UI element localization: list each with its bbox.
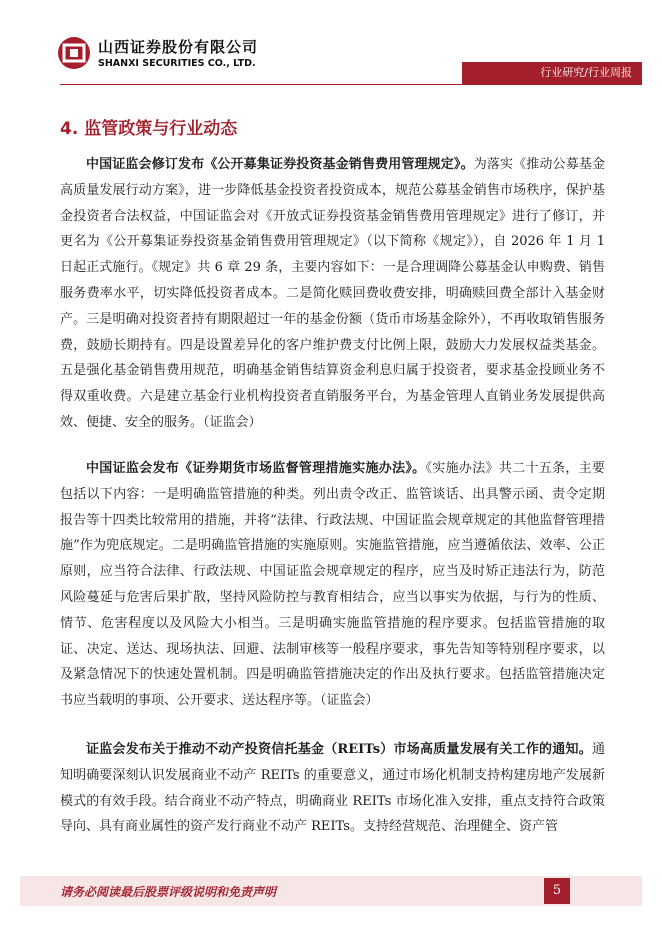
paragraph-lead: 中国证监会发布《证券期货市场监督管理措施实施办法》。 [86,461,426,476]
header-divider [60,84,642,85]
paragraph-body: 通知明确要深刻认识发展商业不动产 REITs 的重要意义，通过市场化机制支持构建房地产发展新模式的有效手段。结合商业不动产特点，明确商业 REITs 市场化准入安排，重点支持符合政策导向、具有商业属性的资产发行商业不动产 REITs。支持经营规范、治理健全、资产管 [60,742,605,835]
page-number: 5 [544,878,570,904]
news-paragraph [60,456,605,714]
paragraph-lead: 证监会发布关于推动不动产投资信托基金（REITs）市场高质量发展有关工作的通知。 [86,742,592,757]
report-type-badge: 行业研究/行业周报 [462,62,642,84]
company-name-cn: 山西证券股份有限公司 [98,38,259,56]
news-paragraph [60,737,605,840]
company-logo-icon [57,36,91,70]
paragraph-lead: 中国证监会修订发布《公开募集证券投资基金销售费用管理规定》。 [86,157,474,172]
page-header [0,0,662,90]
section-title: 4. 监管政策与行业动态 [60,119,238,139]
news-paragraph [60,152,605,436]
paragraph-body: 《实施办法》共二十五条，主要包括以下内容：一是明确监管措施的种类。列出责令改正、监管谈话、出具警示函、责令定期报告等十四类比较常用的措施，并将“法律、行政法规、中国证监会规章规定的其他监督管理措施”作为兜底规定。二是明确监管措施的实施原则。实施监管措施，应当遵循依法、效率、公正原则，应当符合法律、行政法规、中国证监会规章规定的程序，应当及时矫正违法行为，防范风险蔓延与危害后果扩散，坚持风险防控与教育相结合，应当以事实为依据，与行为的性质、情节、危害程度以及风险大小相当。三是明确实施监管措施的程序要求。包括监管措施的取证、决定、送达、现场执法、回避、法制审核等一般程序要求，事先告知等特别程序要求，以及紧急情况下的快速处置机制。四是明确监管措施决定的作出及执行要求。包括监管措施决定书应当载明的事项、公开要求、送达程序等。（证监会） [60,461,605,709]
paragraph-body: 为落实《推动公募基金高质量发展行动方案》，进一步降低基金投资者投资成本，规范公募基金销售市场秩序，保护基金投资者合法权益，中国证监会对《开放式证券投资基金销售费用管理规定》进行了修订，并更名为《公开募集证券投资基金销售费用管理规定》（以下简称《规定》），自 2026 年 1 月 1 日起正式施行。《规定》共 6 章 29 条，主要内容如下：一是合理调降公募基金认申购费、销售服务费率水平，切实降低投资者成本。二是简化赎回费收费安排，明确赎回费全部计入基金财产。三是明确对投资者持有期限超过一年的基金份额（货币市场基金除外），不再收取销售服务费，鼓励长期持有。四是设置差异化的客户维护费支付比例上限，鼓励大力发展权益类基金。五是强化基金销售费用规范，明确基金销售结算资金利息归属于投资者，要求基金投顾业务不得双重收费。六是建立基金行业机构投资者直销服务平台，为基金管理人直销业务发展提供高效、便捷、安全的服务。（证监会） [60,157,605,430]
footer-disclaimer: 请务必阅读最后股票评级说明和免责声明 [60,885,277,899]
company-name-en: SHANXI SECURITIES CO., LTD. [98,58,256,69]
